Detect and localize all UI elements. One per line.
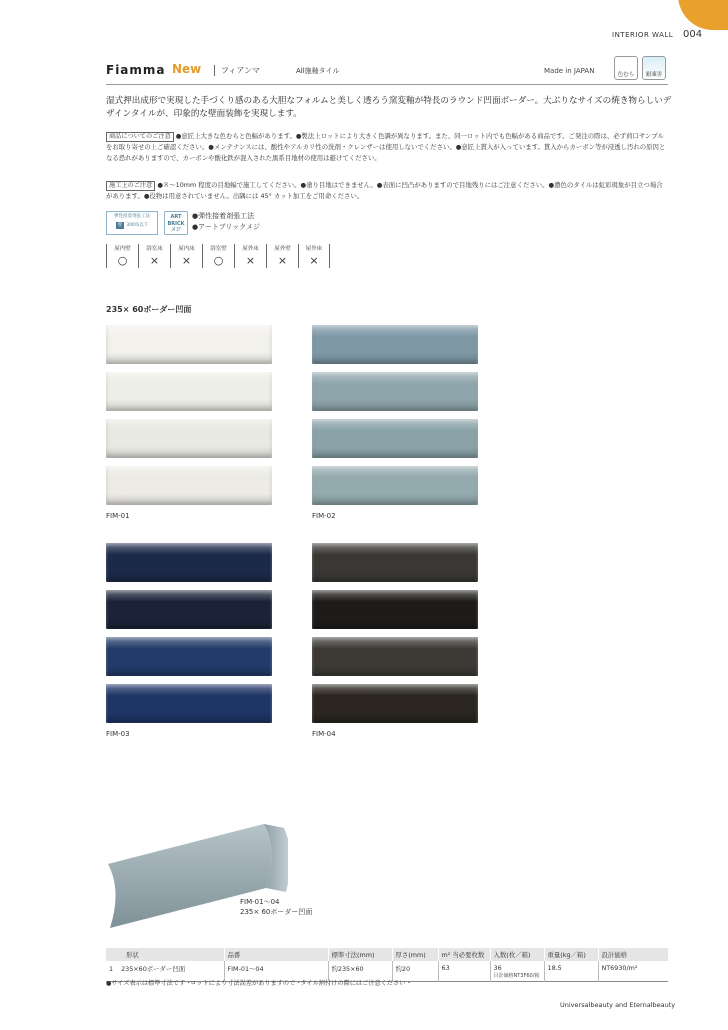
usage-place: 浴室床	[146, 246, 163, 252]
product-name-en: Fiamma	[106, 63, 166, 77]
spec-table	[106, 948, 668, 982]
tile-swatch	[312, 684, 478, 723]
usage-place: 浴室壁	[210, 246, 227, 252]
tile-swatch	[312, 543, 478, 582]
spec-header: 重量(kg／箱)	[544, 948, 598, 961]
section-label: INTERIOR WALL	[612, 31, 674, 39]
art-brick-line-1: ART	[170, 214, 182, 220]
product-notes-text: ●意匠上大きな色むらと色幅があります。●製法上ロットにより大きく色調が異なります。また、同一ロット内でも色幅がある商品です。ご発注の際は、必ず荷口サンプルをお取り寄せの上ご確認ください。●メンテナンスには、酸性やアルカリ性の洗剤・クレンザーは使用しないでください。●意匠上貫入が入っています。貫入からカーボン等が浸透し汚れの原因となる恐れがありますので、カーボンや酸化鉄が混入された黒系目地材の使用は避けてください。	[106, 132, 666, 162]
usage-place: 屋内壁	[114, 246, 131, 252]
tile-code: FIM-04	[312, 730, 336, 738]
page-number: 004	[683, 29, 703, 40]
construction-notes-label: 施工上のご注意	[106, 181, 155, 191]
spec-header: 厚さ(mm)	[392, 948, 438, 961]
tile-swatch	[106, 372, 272, 411]
corner-tab	[678, 0, 728, 30]
frost-resistance-icon	[642, 56, 666, 80]
tile-group-fim-02	[312, 325, 478, 513]
spec-per-box: 36	[493, 964, 502, 972]
new-badge: New	[172, 62, 202, 76]
profile-code: FIM-01〜04	[240, 898, 280, 906]
lead-description: 湿式押出成形で実現した手づくり感のある大胆なフォルムと美しく透ろう窯変釉が特長のラウンド凹面ボーダー。大ぶりなサイズの焼き物らしいデザインタイルが、印象的な壁面装飾を実現します。	[106, 96, 672, 119]
tile-swatch	[106, 543, 272, 582]
tile-group-fim-04	[312, 543, 478, 731]
profile-desc: 235× 60ボーダー凹面	[240, 908, 313, 916]
spec-thickness: 約20	[392, 961, 438, 981]
usage-place: 屋外床	[305, 246, 323, 252]
property-icons	[614, 56, 666, 80]
tile-swatch	[106, 590, 272, 629]
usage-column	[298, 244, 330, 268]
frost-resistance-label: 耐凍害	[645, 72, 663, 78]
usage-column	[202, 244, 234, 268]
tile-swatch	[106, 419, 272, 458]
spec-header-row	[106, 948, 668, 961]
profile-caption	[240, 897, 312, 917]
spec-header: 標準寸法(mm)	[328, 948, 392, 961]
usage-place: 屋外床	[242, 246, 259, 252]
usage-mark: ×	[149, 254, 160, 267]
product-title-row	[106, 63, 668, 85]
usage-table	[106, 244, 330, 268]
variant-title: 235× 60ボーダー凹面	[106, 305, 192, 314]
tile-group-fim-03	[106, 543, 272, 731]
usage-place: 屋内床	[178, 246, 195, 252]
usage-column	[266, 244, 298, 268]
spec-header: 設計価格	[598, 948, 668, 961]
method-item: ●弾性接着剤張工法	[192, 212, 255, 220]
product-notes	[106, 131, 668, 163]
usage-column	[106, 244, 138, 268]
spec-header: 形状	[106, 948, 224, 961]
usage-mark: ×	[245, 254, 256, 267]
spec-size: 約235×60	[328, 961, 392, 981]
method-list	[192, 211, 260, 233]
spec-weight: 18.5	[544, 961, 598, 981]
tile-code: FIM-01	[106, 512, 130, 520]
construction-notes-text: ●８～10mm 程度の目地幅で施工してください。●塗り目地はできません。●表面に凹凸がありますので目地残りにはご注意ください。●濃色のタイルは虹彩現象が目立つ場合があります。●役物は用意されていません。出隅には 45° カット加工をご用命ください。	[106, 181, 663, 200]
spec-per-box-sub: 目計価格NT3F60/箱	[493, 973, 540, 979]
art-brick-line-2: BRICK	[167, 220, 185, 227]
tile-swatch	[312, 590, 478, 629]
spec-price: NT6930/m²	[598, 961, 668, 981]
color-variation-icon	[614, 56, 638, 80]
tile-swatch	[312, 419, 478, 458]
tile-swatch	[106, 466, 272, 505]
product-category: All施釉タイル	[296, 67, 340, 75]
tile-group-fim-01	[106, 325, 272, 513]
footnote: ●サイズ表示は標準寸法です ･ロットにより寸法誤差がありますので ･タイル割付けの際にはご注意ください ･	[106, 980, 411, 987]
tile-code: FIM-03	[106, 730, 130, 738]
art-brick-line-3: メジ	[170, 227, 181, 233]
spec-per-box-cell	[490, 961, 544, 981]
usage-mark: ○	[117, 254, 128, 267]
spec-header: m² 当必要枚数	[438, 948, 490, 961]
brand-slogan: Universalbeauty and Eternalbeauty	[560, 1001, 676, 1009]
usage-place: 屋外壁	[274, 246, 291, 252]
spec-shape: 235×60ボーダー凹面	[121, 965, 186, 973]
method-badge-side: 壁	[117, 223, 123, 228]
usage-column	[170, 244, 202, 268]
method-item: ●アートブリックメジ	[192, 223, 261, 231]
method-badge-limit: 300角以下	[126, 223, 149, 228]
usage-mark: ×	[277, 254, 288, 267]
origin-label: Made in JAPAN	[544, 67, 595, 75]
product-name-jp: フィアンマ	[214, 65, 260, 76]
usage-mark: ×	[309, 254, 319, 267]
tile-swatch	[106, 684, 272, 723]
tile-swatch	[312, 372, 478, 411]
usage-column	[234, 244, 266, 268]
usage-column	[138, 244, 170, 268]
art-brick-joint-icon	[164, 211, 188, 235]
elastic-adhesive-method-icon	[106, 211, 158, 235]
color-variation-label: 色むら	[617, 72, 635, 78]
spec-row-number: 1	[109, 965, 114, 973]
usage-mark: ×	[181, 254, 192, 267]
spec-per-m2: 63	[438, 961, 490, 981]
construction-notes	[106, 180, 668, 202]
spec-code: FIM-01〜04	[224, 961, 328, 981]
usage-mark: ○	[213, 254, 224, 267]
product-notes-label: 商品についてのご注意	[106, 132, 174, 142]
tile-code: FIM-02	[312, 512, 336, 520]
method-badge-title: 弾性接着剤張工法	[114, 214, 150, 219]
spec-header: 入数(枚／箱)	[490, 948, 544, 961]
tile-swatch	[106, 637, 272, 676]
tile-swatch	[312, 325, 478, 364]
tile-swatch	[312, 637, 478, 676]
tile-swatch	[106, 325, 272, 364]
spec-header: 品番	[224, 948, 328, 961]
tile-swatch	[312, 466, 478, 505]
